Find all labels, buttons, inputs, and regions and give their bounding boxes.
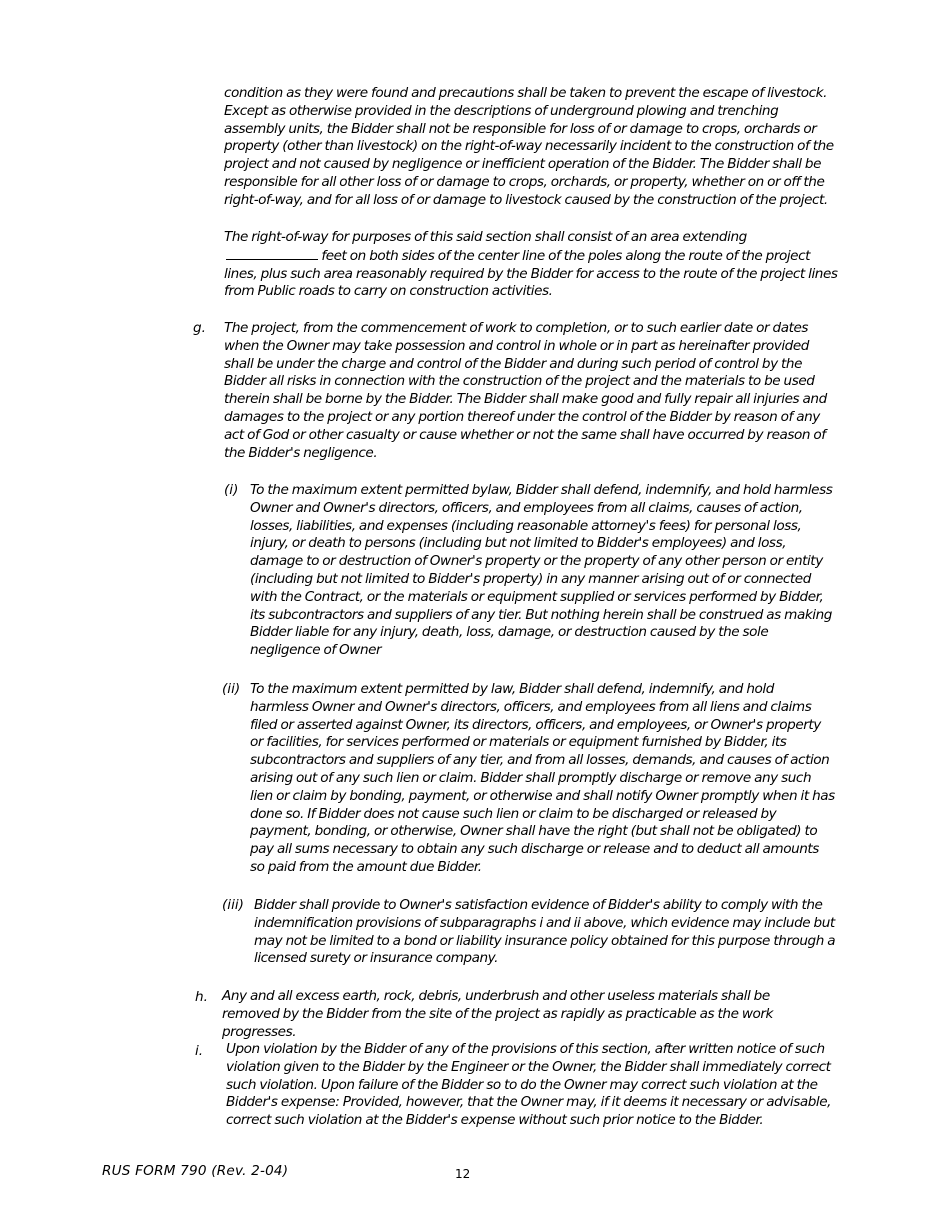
item-g-label: g. <box>193 320 206 336</box>
item-g-i-label: (i) <box>224 482 239 498</box>
blank-width-field <box>226 247 318 260</box>
right-of-way-text-end: feet on both sides of the center line of the poles along the route of the project lines, plus such area reasonably required by the Bidder for access to the route of the project lines from Public roads to carry on construction activities. <box>224 247 838 300</box>
item-g-i-text: To the maximum extent permitted bylaw, Bidder shall defend, indemnify, and hold harmless Owner and Owner's directors, officers, and employees from all claims, causes of action, losses, liabilities, and expenses (including reasonable attorney's fees) for personal loss, injury, or death to persons (including but not limited to Bidder's employees) and loss, damage to or destruction of Owner's property or the property of any other person or entity (including but not limited to Bidder's property) in any manner arising out of or connected with the Contract, or the materials or equipment supplied or services performed by Bidder, its subcontractors and suppliers of any tier. But nothing herein shall be construed as making Bidder liable for any injury, death, loss, damage, or destruction caused by the sole negligence of Owner <box>250 482 833 659</box>
right-of-way-text-start: The right-of-way for purposes of this said section shall consist of an area extending <box>224 229 747 245</box>
item-g-text: The project, from the commencement of work to completion, or to such earlier date or dates when the Owner may take possession and control in whole or in part as hereinafter provided shall be under the charge and control of the Bidder and during such period of control by the Bidder all risks in connection with the construction of the project and the materials to be used therein shall be borne by the Bidder. The Bidder shall make good and fully repair all injuries and damages to the project or any portion thereof under the control of the Bidder by reason of any act of God or other casualty or cause whether or not the same shall have occurred by reason of the Bidder's negligence. <box>224 320 827 461</box>
item-g-iii-label: (iii) <box>222 897 244 913</box>
item-g-ii-text: To the maximum extent permitted by law, Bidder shall defend, indemnify, and hold harmless Owner and Owner's directors, officers, and employees from all liens and claims filed or asserted against Owner, its directors, officers, and employees, or Owner's property or facilities, for services performed or materials or equipment furnished by Bidder, its subcontractors and suppliers of any tier, and from all losses, demands, and causes of action arising out of any such lien or claim. Bidder shall promptly discharge or remove any such lien or claim by bonding, payment, or otherwise and shall notify Owner promptly when it has done so. If Bidder does not cause such lien or claim to be discharged or released by payment, bonding, or otherwise, Owner shall have the right (but shall not be obligated) to pay all sums necessary to obtain any such discharge or release and to deduct all amounts so paid from the amount due Bidder. <box>250 681 835 875</box>
paragraph-livestock: condition as they were found and precautions shall be taken to prevent the escape of livestock. Except as otherwise provided in the descriptions of underground plowing and trenching assembly units, the Bidder shall not be responsible for loss of or damage to crops, orchards or property (other than livestock) on the right-of-way necessarily incident to the construction of the project and not caused by negligence or inefficient operation of the Bidder. The Bidder shall be responsible for all other loss of or damage to crops, orchards, or property, whether on or off the right-of-way, and for all loss of or damage to livestock caused by the construction of the project. <box>224 85 834 208</box>
item-i-text: Upon violation by the Bidder of any of the provisions of this section, after written notice of such violation given to the Bidder by the Engineer or the Owner, the Bidder shall immediately correct such violation. Upon failure of the Bidder so to do the Owner may correct such violation at the Bidder's expense: Provided, however, that the Owner may, if it deems it necessary or advisable, correct such violation at the Bidder's expense without such prior notice to the Bidder. <box>226 1041 832 1129</box>
item-h-label: h. <box>195 989 208 1005</box>
item-g-iii-text: Bidder shall provide to Owner's satisfaction evidence of Bidder's ability to comply with the indemnification provisions of subparagraphs i and ii above, which evidence may include but may not be limited to a bond or liability insurance policy obtained for this purpose through a licensed surety or insurance company. <box>254 897 836 967</box>
item-h-text: Any and all excess earth, rock, debris, underbrush and other useless materials shall be removed by the Bidder from the site of the project as rapidly as practicable as the work progresses. <box>222 988 773 1040</box>
paragraph-right-of-way <box>224 229 840 301</box>
item-i-label: i. <box>195 1043 204 1059</box>
page-number: 12 <box>455 1167 471 1181</box>
item-g-ii-label: (ii) <box>222 681 241 697</box>
footer-form-id: RUS FORM 790 (Rev. 2-04) <box>102 1163 289 1179</box>
